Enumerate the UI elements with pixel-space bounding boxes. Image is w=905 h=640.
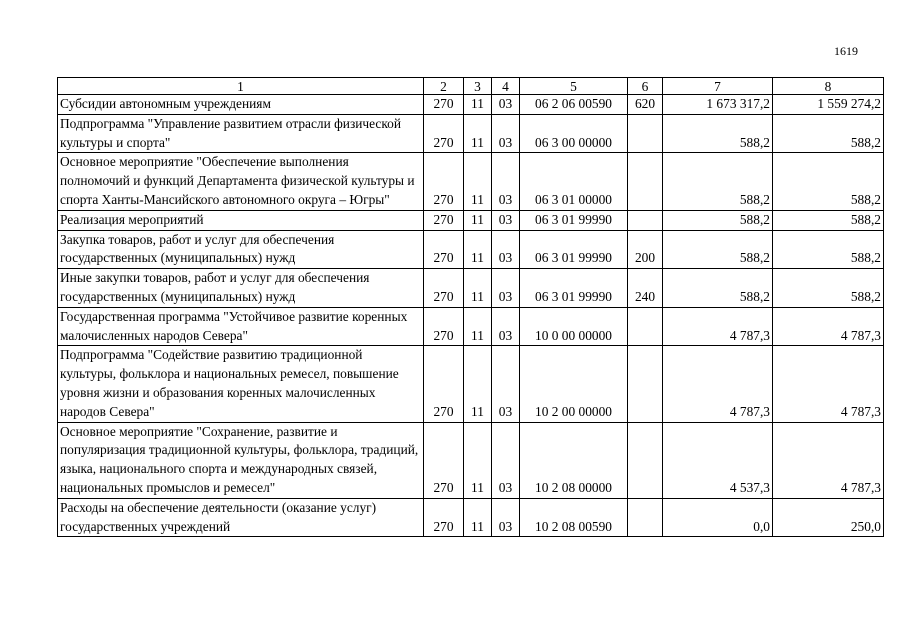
row-name: Реализация мероприятий	[58, 210, 424, 230]
cell-subsection: 03	[492, 114, 520, 153]
cell-code: 270	[424, 153, 464, 210]
row-name: Закупка товаров, работ и услуг для обеспечения государственных (муниципальных) нужд	[58, 230, 424, 269]
table-row	[58, 498, 884, 537]
cell-expense-type	[628, 153, 663, 210]
cell-amount-1: 0,0	[663, 498, 773, 537]
cell-section: 11	[464, 210, 492, 230]
cell-subsection: 03	[492, 153, 520, 210]
cell-target-article: 06 3 00 00000	[520, 114, 628, 153]
table-row	[58, 114, 884, 153]
header-cell: 4	[492, 78, 520, 95]
table-row	[58, 230, 884, 269]
budget-table	[57, 77, 884, 537]
header-cell: 6	[628, 78, 663, 95]
cell-amount-1: 4 787,3	[663, 307, 773, 346]
cell-expense-type: 620	[628, 95, 663, 115]
header-cell: 8	[773, 78, 884, 95]
table-row	[58, 307, 884, 346]
cell-code: 270	[424, 346, 464, 422]
cell-section: 11	[464, 95, 492, 115]
cell-expense-type: 200	[628, 230, 663, 269]
cell-expense-type: 240	[628, 269, 663, 308]
cell-subsection: 03	[492, 95, 520, 115]
cell-amount-1: 588,2	[663, 230, 773, 269]
cell-code: 270	[424, 269, 464, 308]
cell-section: 11	[464, 153, 492, 210]
row-name: Основное мероприятие "Обеспечение выполнения полномочий и функций Департамента физической культуры и спорта Ханты-Мансийского автономного округа – Югры"	[58, 153, 424, 210]
row-name: Подпрограмма "Управление развитием отрасли физической культуры и спорта"	[58, 114, 424, 153]
cell-amount-2: 1 559 274,2	[773, 95, 884, 115]
cell-amount-1: 4 537,3	[663, 422, 773, 498]
header-cell: 7	[663, 78, 773, 95]
cell-amount-1: 588,2	[663, 210, 773, 230]
cell-target-article: 10 2 08 00000	[520, 422, 628, 498]
header-cell: 5	[520, 78, 628, 95]
cell-subsection: 03	[492, 230, 520, 269]
row-name: Иные закупки товаров, работ и услуг для обеспечения государственных (муниципальных) нужд	[58, 269, 424, 308]
cell-expense-type	[628, 114, 663, 153]
cell-amount-2: 4 787,3	[773, 422, 884, 498]
table-row	[58, 422, 884, 498]
cell-section: 11	[464, 346, 492, 422]
cell-code: 270	[424, 498, 464, 537]
cell-subsection: 03	[492, 210, 520, 230]
cell-amount-2: 588,2	[773, 153, 884, 210]
cell-subsection: 03	[492, 498, 520, 537]
cell-target-article: 06 3 01 99990	[520, 269, 628, 308]
cell-amount-2: 588,2	[773, 210, 884, 230]
header-cell: 3	[464, 78, 492, 95]
cell-section: 11	[464, 498, 492, 537]
cell-expense-type	[628, 422, 663, 498]
cell-amount-2: 588,2	[773, 114, 884, 153]
cell-amount-1: 588,2	[663, 269, 773, 308]
cell-subsection: 03	[492, 422, 520, 498]
cell-expense-type	[628, 346, 663, 422]
row-name: Подпрограмма "Содействие развитию традиционной культуры, фольклора и национальных ремесел, повышение уровня жизни и образования коренных малочисленных народов Севера"	[58, 346, 424, 422]
cell-amount-1: 4 787,3	[663, 346, 773, 422]
header-row	[58, 78, 884, 95]
table-row	[58, 269, 884, 308]
cell-code: 270	[424, 95, 464, 115]
cell-subsection: 03	[492, 346, 520, 422]
header-cell: 1	[58, 78, 424, 95]
cell-expense-type	[628, 210, 663, 230]
cell-code: 270	[424, 210, 464, 230]
cell-code: 270	[424, 422, 464, 498]
cell-amount-2: 588,2	[773, 230, 884, 269]
cell-amount-2: 250,0	[773, 498, 884, 537]
table-row	[58, 153, 884, 210]
cell-expense-type	[628, 498, 663, 537]
cell-expense-type	[628, 307, 663, 346]
cell-section: 11	[464, 307, 492, 346]
cell-code: 270	[424, 307, 464, 346]
cell-amount-2: 588,2	[773, 269, 884, 308]
cell-target-article: 06 3 01 00000	[520, 153, 628, 210]
cell-amount-1: 588,2	[663, 153, 773, 210]
cell-section: 11	[464, 269, 492, 308]
cell-amount-2: 4 787,3	[773, 307, 884, 346]
header-cell: 2	[424, 78, 464, 95]
cell-target-article: 10 2 00 00000	[520, 346, 628, 422]
table-row	[58, 210, 884, 230]
page-number: 1619	[834, 44, 858, 58]
row-name: Основное мероприятие "Сохранение, развитие и популяризация традиционной культуры, фольклора, традиций, языка, национального спорта и международных связей, национальных промыслов и ремесел"	[58, 422, 424, 498]
cell-section: 11	[464, 422, 492, 498]
table-row	[58, 95, 884, 115]
row-name: Государственная программа "Устойчивое развитие коренных малочисленных народов Севера"	[58, 307, 424, 346]
row-name: Субсидии автономным учреждениям	[58, 95, 424, 115]
cell-target-article: 10 0 00 00000	[520, 307, 628, 346]
table-row	[58, 346, 884, 422]
cell-subsection: 03	[492, 269, 520, 308]
cell-target-article: 06 3 01 99990	[520, 230, 628, 269]
cell-subsection: 03	[492, 307, 520, 346]
cell-target-article: 06 2 06 00590	[520, 95, 628, 115]
cell-code: 270	[424, 230, 464, 269]
cell-target-article: 06 3 01 99990	[520, 210, 628, 230]
cell-amount-1: 588,2	[663, 114, 773, 153]
cell-section: 11	[464, 230, 492, 269]
cell-code: 270	[424, 114, 464, 153]
cell-amount-1: 1 673 317,2	[663, 95, 773, 115]
cell-section: 11	[464, 114, 492, 153]
cell-amount-2: 4 787,3	[773, 346, 884, 422]
row-name: Расходы на обеспечение деятельности (оказание услуг) государственных учреждений	[58, 498, 424, 537]
cell-target-article: 10 2 08 00590	[520, 498, 628, 537]
